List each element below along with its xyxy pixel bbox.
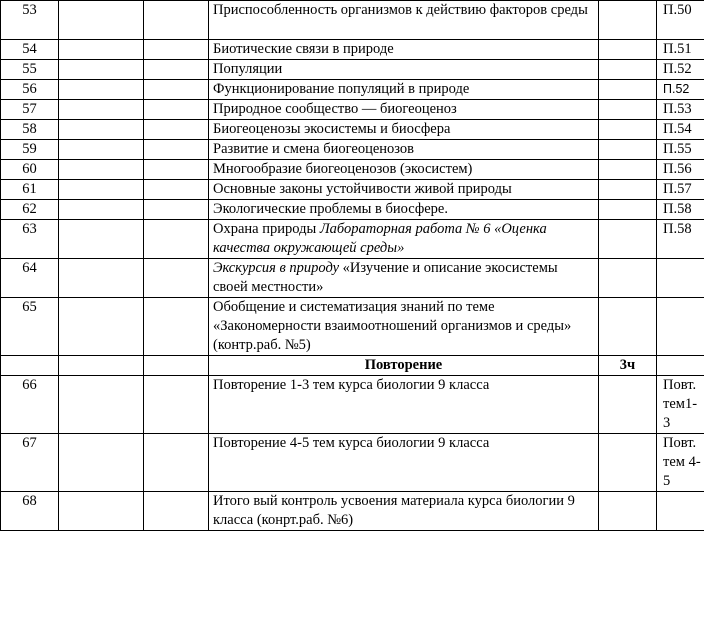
empty-cell	[144, 200, 209, 220]
paragraph-ref: П.51	[657, 40, 704, 60]
empty-cell	[59, 140, 144, 160]
empty-cell	[599, 140, 657, 160]
row-number: 58	[1, 120, 59, 140]
paragraph-ref: П.57	[657, 180, 704, 200]
paragraph-ref-text: П.52	[663, 82, 690, 96]
table-row	[1, 40, 704, 60]
empty-cell	[599, 259, 657, 298]
empty-cell	[599, 40, 657, 60]
table-row	[1, 259, 704, 298]
lesson-topic: Основные законы устойчивости живой природы	[209, 180, 599, 200]
lesson-topic: Популяции	[209, 60, 599, 80]
row-number: 63	[1, 220, 59, 259]
paragraph-ref: П.54	[657, 120, 704, 140]
lesson-topic: Природное сообщество — биогеоценоз	[209, 100, 599, 120]
empty-cell	[59, 434, 144, 492]
paragraph-ref	[657, 259, 704, 298]
lesson-topic: Многообразие биогеоценозов (экосистем)	[209, 160, 599, 180]
excursion-text: Экскурсия в природу	[213, 260, 340, 276]
empty-cell	[59, 120, 144, 140]
empty-cell	[599, 220, 657, 259]
empty-cell	[599, 1, 657, 40]
empty-cell	[144, 160, 209, 180]
paragraph-ref: Повт. тем 4-5	[657, 434, 704, 492]
row-number: 61	[1, 180, 59, 200]
empty-cell	[59, 1, 144, 40]
row-number: 53	[1, 1, 59, 40]
table-row	[1, 60, 704, 80]
row-number: 56	[1, 80, 59, 100]
empty-cell	[599, 200, 657, 220]
lesson-topic	[209, 259, 599, 298]
table-row	[1, 1, 704, 40]
empty-cell	[144, 434, 209, 492]
empty-cell	[59, 80, 144, 100]
empty-cell	[599, 120, 657, 140]
empty-cell	[599, 160, 657, 180]
lesson-topic: Биотические связи в природе	[209, 40, 599, 60]
table-row	[1, 376, 704, 434]
table-row	[1, 180, 704, 200]
lesson-topic: Развитие и смена биогеоценозов	[209, 140, 599, 160]
section-title: Повторение	[209, 356, 599, 376]
empty-cell	[144, 40, 209, 60]
empty-cell	[144, 120, 209, 140]
table-row	[1, 140, 704, 160]
empty-cell	[599, 376, 657, 434]
empty-cell	[1, 356, 59, 376]
lesson-topic: Биогеоценозы экосистемы и биосфера	[209, 120, 599, 140]
empty-cell	[59, 60, 144, 80]
empty-cell	[59, 180, 144, 200]
topic-text: «Изучение и описание экосистемы своей местности»	[213, 260, 558, 295]
empty-cell	[599, 60, 657, 80]
empty-cell	[144, 356, 209, 376]
paragraph-ref	[657, 80, 704, 100]
empty-cell	[144, 60, 209, 80]
table-row	[1, 160, 704, 180]
empty-cell	[59, 160, 144, 180]
table-row	[1, 492, 704, 531]
table-row	[1, 120, 704, 140]
empty-cell	[599, 434, 657, 492]
empty-cell	[144, 100, 209, 120]
empty-cell	[144, 298, 209, 356]
paragraph-ref	[657, 492, 704, 531]
table-row	[1, 80, 704, 100]
empty-cell	[59, 298, 144, 356]
paragraph-ref: П.58	[657, 220, 704, 259]
row-number: 54	[1, 40, 59, 60]
row-number: 59	[1, 140, 59, 160]
row-number: 62	[1, 200, 59, 220]
paragraph-ref: Повт. тем1-3	[657, 376, 704, 434]
empty-cell	[144, 220, 209, 259]
empty-cell	[59, 259, 144, 298]
empty-cell	[657, 356, 704, 376]
empty-cell	[599, 180, 657, 200]
row-number: 67	[1, 434, 59, 492]
empty-cell	[59, 356, 144, 376]
empty-cell	[59, 220, 144, 259]
lesson-topic: Обобщение и систематизация знаний по теме «Закономерности взаимоотношений организмов и среды» (контр.раб. №5)	[209, 298, 599, 356]
empty-cell	[59, 376, 144, 434]
table-row	[1, 200, 704, 220]
row-number: 64	[1, 259, 59, 298]
row-number: 66	[1, 376, 59, 434]
empty-cell	[59, 100, 144, 120]
paragraph-ref	[657, 298, 704, 356]
empty-cell	[59, 200, 144, 220]
empty-cell	[144, 376, 209, 434]
paragraph-ref: П.58	[657, 200, 704, 220]
section-row	[1, 356, 704, 376]
table-row	[1, 298, 704, 356]
row-number: 65	[1, 298, 59, 356]
row-number: 60	[1, 160, 59, 180]
empty-cell	[144, 80, 209, 100]
lesson-topic: Повторение 1-3 тем курса биологии 9 класса	[209, 376, 599, 434]
paragraph-ref: П.53	[657, 100, 704, 120]
empty-cell	[144, 259, 209, 298]
section-hours: 3ч	[599, 356, 657, 376]
lab-work-text: Лабораторная работа № 6 «Оценка качества окружающей среды»	[213, 221, 547, 256]
table-row	[1, 220, 704, 259]
empty-cell	[144, 140, 209, 160]
empty-cell	[599, 100, 657, 120]
row-number: 55	[1, 60, 59, 80]
lesson-topic: Повторение 4-5 тем курса биологии 9 класса	[209, 434, 599, 492]
lesson-topic: Экологические проблемы в биосфере.	[209, 200, 599, 220]
topic-text: Охрана природы	[213, 221, 320, 237]
paragraph-ref: П.55	[657, 140, 704, 160]
empty-cell	[59, 40, 144, 60]
empty-cell	[144, 492, 209, 531]
empty-cell	[144, 180, 209, 200]
lesson-topic: Итого вый контроль усвоения материала курса биологии 9 класса (конрт.раб. №6)	[209, 492, 599, 531]
empty-cell	[59, 492, 144, 531]
empty-cell	[599, 492, 657, 531]
empty-cell	[144, 1, 209, 40]
table-row	[1, 100, 704, 120]
empty-cell	[599, 298, 657, 356]
lesson-topic: Функционирование популяций в природе	[209, 80, 599, 100]
paragraph-ref: П.52	[657, 60, 704, 80]
empty-cell	[599, 80, 657, 100]
paragraph-ref: П.50	[657, 1, 704, 40]
paragraph-ref: П.56	[657, 160, 704, 180]
row-number: 68	[1, 492, 59, 531]
row-number: 57	[1, 100, 59, 120]
lesson-topic	[209, 220, 599, 259]
lesson-topic: Приспособленность организмов к действию факторов среды	[209, 1, 599, 40]
table-row	[1, 434, 704, 492]
